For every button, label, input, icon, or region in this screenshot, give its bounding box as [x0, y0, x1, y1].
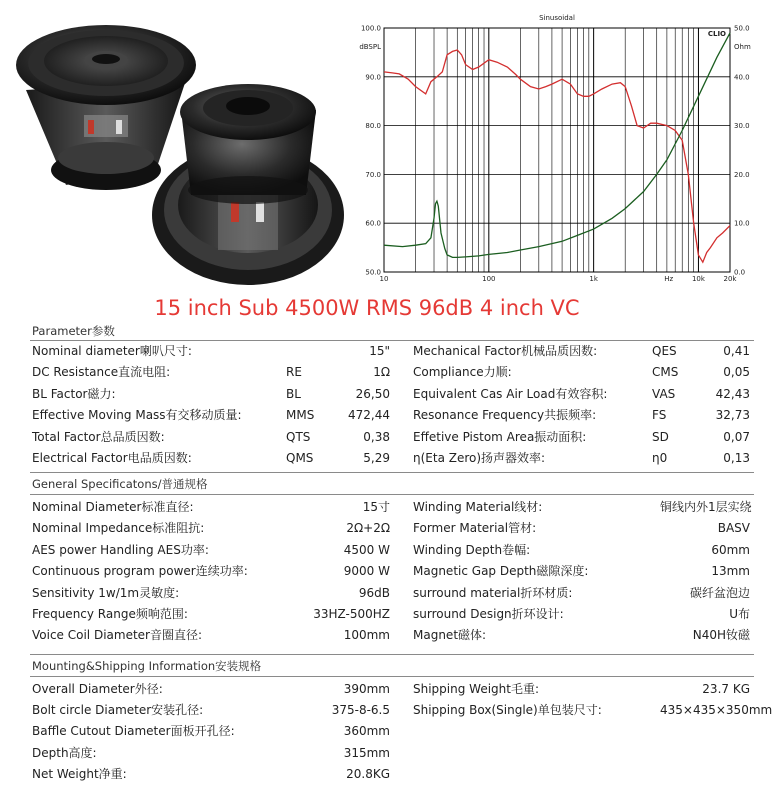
right-tick-label: 0.0	[734, 268, 746, 277]
spec-row	[413, 362, 750, 382]
spec-row	[32, 604, 390, 624]
divider	[30, 654, 754, 655]
spec-row	[413, 497, 750, 517]
spec-row	[32, 384, 390, 404]
spec-row	[32, 341, 390, 361]
left-tick-label: 90.0	[365, 73, 381, 82]
spec-row	[413, 448, 750, 468]
spec-label: Mechanical Factor机械品质因数:	[413, 344, 598, 358]
parameter-title: Parameter参数	[32, 324, 115, 338]
spec-label: Magnetic Gap Depth磁隙深度:	[413, 564, 589, 579]
spec-value: 60mm	[711, 542, 750, 557]
spec-label: Resonance Frequency共振频率:	[413, 408, 597, 423]
spec-row	[413, 679, 750, 699]
spec-value: 4500 W	[343, 542, 390, 557]
spec-row	[413, 405, 750, 425]
spec-value: 390mm	[343, 682, 390, 696]
spec-row	[32, 540, 390, 560]
spec-row	[32, 679, 390, 699]
spec-row	[413, 427, 750, 447]
spec-row	[32, 448, 390, 468]
spec-value: 9000 W	[343, 564, 390, 579]
spec-value: 0,05	[723, 365, 750, 380]
spec-value: U布	[729, 607, 750, 621]
spec-row	[413, 341, 750, 361]
spec-row	[413, 700, 773, 720]
spec-label: Total Factor总品质因数:	[32, 429, 165, 444]
x-tick-label: Hz	[664, 275, 674, 283]
left-tick-label: 60.0	[365, 219, 381, 228]
spec-label: Winding Depth卷幅:	[413, 542, 531, 557]
spec-value: 42,43	[715, 386, 750, 401]
mounting-section	[30, 657, 754, 675]
spec-symbol: MMS	[286, 408, 315, 423]
spec-row	[32, 583, 390, 603]
spec-row	[32, 743, 390, 763]
divider	[30, 676, 754, 677]
x-tick-label: 100	[482, 275, 496, 283]
spec-row	[413, 540, 750, 560]
spec-symbol: SD	[652, 429, 669, 444]
subwoofer-front-view	[16, 25, 196, 190]
spec-symbol: BL	[286, 386, 301, 401]
spec-label: BL Factor磁力:	[32, 386, 116, 401]
spec-label: Winding Material线材:	[413, 500, 543, 514]
spec-value: 0,41	[723, 344, 750, 358]
left-tick-label: 70.0	[365, 170, 381, 179]
spec-label: Nominal Impedance标准阻抗:	[32, 521, 205, 536]
spec-value: 23.7 KG	[702, 682, 750, 696]
spec-row	[413, 583, 750, 603]
spec-row	[32, 362, 390, 382]
spec-value: 1Ω	[373, 365, 390, 380]
spec-row	[32, 427, 390, 447]
spec-label: AES power Handling AES功率:	[32, 542, 209, 557]
parameter-section	[30, 322, 754, 340]
left-tick-label: 100.0	[360, 24, 381, 33]
spec-value: 0,07	[723, 429, 750, 444]
spec-label: Nominal diameter喇叭尺寸:	[32, 344, 192, 358]
spec-symbol: QTS	[286, 429, 311, 444]
spec-value: 20.8KG	[346, 766, 390, 781]
x-tick-label: 1k	[589, 275, 598, 283]
spec-row	[413, 561, 750, 581]
spec-value: 375-8-6.5	[331, 703, 390, 718]
spec-label: η(Eta Zero)扬声器效率:	[413, 451, 546, 465]
spec-value: 315mm	[343, 745, 390, 760]
spec-symbol: RE	[286, 365, 302, 380]
spec-row	[32, 700, 390, 720]
spec-row	[32, 561, 390, 581]
frequency-response-chart	[348, 6, 768, 292]
spec-row	[413, 604, 750, 624]
x-tick-label: 10	[379, 275, 389, 283]
left-tick-label: 50.0	[365, 268, 381, 277]
spec-label: surround Design折环设计:	[413, 607, 564, 621]
spec-value: 0,38	[363, 429, 390, 444]
spec-label: Magnet磁体:	[413, 628, 487, 643]
spec-value: 碳纤盆泡边	[689, 585, 750, 600]
spec-row	[32, 518, 390, 538]
spec-label: Voice Coil Diameter音圈直径:	[32, 628, 203, 643]
spec-label: Sensitivity 1w/1m灵敏度:	[32, 585, 180, 600]
right-tick-label: 30.0	[734, 122, 750, 131]
spec-label: Depth高度:	[32, 745, 97, 760]
spec-value: 15寸	[362, 500, 390, 514]
spec-label: Effective Moving Mass有交移动质量:	[32, 408, 242, 423]
spec-value: 96dB	[358, 585, 390, 600]
spec-symbol: QES	[652, 344, 677, 358]
spec-row	[413, 384, 750, 404]
plot-area	[384, 28, 730, 272]
spec-symbol: CMS	[652, 365, 679, 380]
spec-label: Effetive Pistom Area振动面积:	[413, 429, 587, 444]
spec-value: N40H钕磁	[692, 628, 750, 643]
spec-label: Former Material管材:	[413, 521, 537, 536]
spec-value: 15"	[369, 344, 390, 358]
spec-value: BASV	[717, 521, 750, 536]
spec-value: 32,73	[715, 408, 750, 423]
spec-label: Net Weight净重:	[32, 766, 127, 781]
divider	[30, 472, 754, 473]
spec-value: 435×435×350mm	[660, 703, 773, 718]
right-tick-label: 20.0	[734, 170, 750, 179]
spec-row	[413, 625, 750, 645]
spec-symbol: VAS	[652, 386, 676, 401]
spec-value: 360mm	[343, 724, 390, 739]
spec-label: Baffle Cutout Diameter面板开孔径:	[32, 724, 235, 739]
subwoofer-rear-view	[152, 84, 344, 285]
right-tick-label: 10.0	[734, 219, 750, 228]
mounting-title: Mounting&Shipping Information安装规格	[32, 659, 262, 673]
divider	[30, 494, 754, 495]
right-tick-label: 50.0	[734, 24, 750, 33]
spec-label: Overall Diameter外径:	[32, 682, 163, 696]
general-section	[30, 475, 754, 493]
spec-symbol: QMS	[286, 451, 314, 465]
x-tick-label: 10k	[691, 275, 705, 283]
spec-label: Nominal Diameter标准直径:	[32, 500, 194, 514]
product-photo	[6, 20, 346, 290]
spec-symbol: η0	[652, 451, 668, 465]
spec-label: Frequency Range频响范围:	[32, 607, 188, 621]
spec-row	[32, 497, 390, 517]
spec-value: 33HZ-500HZ	[313, 607, 390, 621]
spec-value: 5,29	[363, 451, 390, 465]
x-tick-label: 20k	[723, 275, 737, 283]
spec-symbol: FS	[652, 408, 667, 423]
spec-label: Electrical Factor电品质因数:	[32, 451, 192, 465]
chart-title: Sinusoidal	[539, 14, 575, 22]
spec-label: Bolt circle Diameter安装孔径:	[32, 703, 204, 718]
spec-value: 13mm	[711, 564, 750, 579]
spec-label: Shipping Weight毛重:	[413, 682, 540, 696]
spec-row	[32, 764, 390, 784]
left-tick-label: 80.0	[365, 122, 381, 131]
spec-row	[32, 721, 390, 741]
spec-value: 2Ω+2Ω	[346, 521, 390, 536]
spec-label: Compliance力顺:	[413, 365, 512, 380]
spec-label: Continuous program power连续功率:	[32, 564, 248, 579]
spec-row	[32, 405, 390, 425]
spec-label: surround material折环材质:	[413, 585, 573, 600]
right-tick-label: 40.0	[734, 73, 750, 82]
left-axis-unit: dBSPL	[359, 43, 381, 51]
spec-label: Equivalent Cas Air Load有效容积:	[413, 386, 608, 401]
spec-row	[413, 518, 750, 538]
spec-value: 0,13	[723, 451, 750, 465]
spec-label: Shipping Box(Single)单包装尺寸:	[413, 703, 602, 718]
spec-value: 26,50	[355, 386, 390, 401]
spec-value: 铜线内外1层实绕	[660, 500, 752, 514]
spec-label: DC Resistance直流电阻:	[32, 365, 171, 380]
product-title: 15 inch Sub 4500W RMS 96dB 4 inch VC	[154, 296, 580, 320]
right-axis-unit: Ohm	[734, 43, 751, 51]
brand-label: CLIO	[707, 30, 726, 38]
spec-row	[32, 625, 390, 645]
spec-value: 472,44	[348, 408, 390, 423]
spec-value: 100mm	[343, 628, 390, 643]
general-title: General Specificatons/普通规格	[32, 477, 208, 491]
